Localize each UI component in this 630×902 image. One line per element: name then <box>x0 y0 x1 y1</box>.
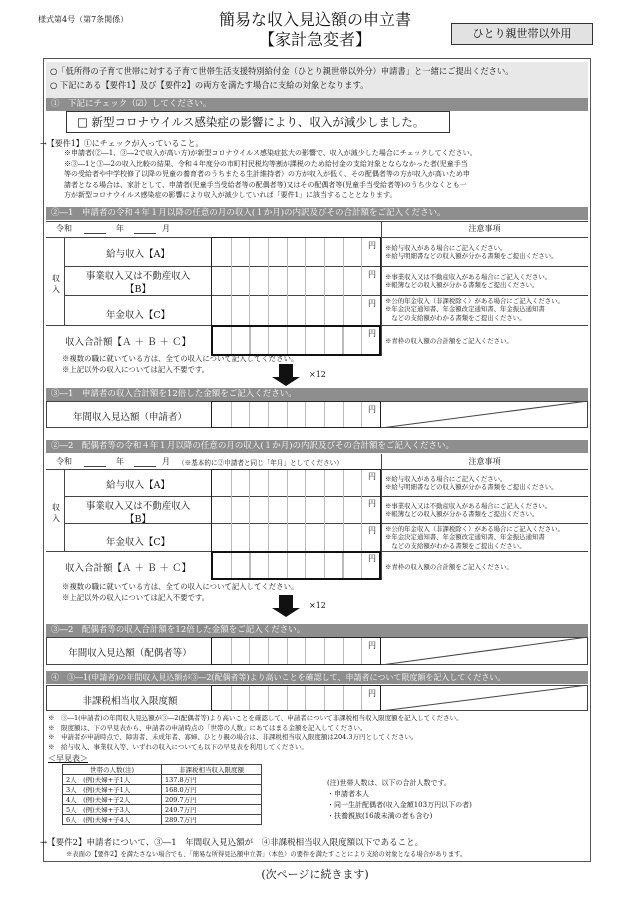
table-row: 2人 (例)夫婦+子1人 137.8万円 <box>63 775 262 785</box>
business-income-label: 事業収入又は不動産収入 <box>85 501 191 512</box>
business-income-label: 事業収入又は不動産収入 <box>85 271 191 282</box>
applicant-annual-label: 年間収入見込額（申請者） <box>72 412 187 423</box>
yen-unit: 円 <box>368 499 376 508</box>
yen-unit: 円 <box>368 689 376 698</box>
limit-label: 非課税相当収入限度額 <box>82 696 178 707</box>
notes-heading: 注意事項 <box>468 457 501 466</box>
month-label: 月 <box>162 224 170 233</box>
month-hint: （※基本的に②申請者と同じ「年月」としてください） <box>178 459 343 467</box>
pension-income-label: 年金収入【C】 <box>105 310 171 321</box>
form-number: 様式第4号（第7条関係） <box>38 15 129 24</box>
yen-unit: 円 <box>368 241 376 250</box>
total-income-label: 収入合計額【Ａ ＋ Ｂ ＋ Ｃ】 <box>64 337 192 348</box>
year-input[interactable] <box>84 223 106 234</box>
down-arrow-icon <box>272 377 300 386</box>
continued-label: (次ページに続きます) <box>261 868 369 881</box>
total-note: ※青枠の収入額の合計額をご記入ください。 <box>385 563 513 571</box>
yen-unit: 円 <box>368 329 376 338</box>
year-input[interactable] <box>84 456 106 467</box>
requirement-2-heading: →【要件2】申請者について、③―1 年間収入見込額が ④非課税相当収入限度額以下であること。 <box>40 838 424 848</box>
yen-unit: 円 <box>368 641 376 650</box>
pension-income-label: 年金収入【C】 <box>105 537 171 548</box>
salary-note: ※給与収入がある場合にご記入ください。 ※給与明細書などの収入額が分かる書類をご提出ください。 <box>385 475 558 492</box>
spouse-annual-row <box>46 637 588 665</box>
yen-unit: 円 <box>368 405 376 414</box>
times-12-label: ×12 <box>309 601 326 610</box>
pension-note: ※公的年金収入（非課税除く）がある場合にご記入ください。 ※年金決定通知書、年金額改定通知書、年金振込通知書 などの支給額がわかる書類をご提出ください。 <box>385 297 564 322</box>
business-income-code: 【B】 <box>125 514 151 525</box>
down-arrow-icon <box>279 364 293 377</box>
table-header: 非課税相当収入限度額 <box>162 765 262 775</box>
total-amount-cell[interactable] <box>211 551 381 580</box>
section-3-1-header: ③―1 申請者の収入合計額を12倍した金額をご記入ください。 <box>46 388 588 401</box>
intro-box <box>46 62 588 100</box>
req1-note-5: 方が新型コロナウイルス感染症の影響により収入が減少していれば「要件1」に該当することとなります。 <box>64 191 397 199</box>
applicant-annual-row <box>46 401 588 428</box>
spouse-annual-amount[interactable] <box>211 637 381 665</box>
intro-line-2: ○ 下記にある【要件1】及び【要件2】の両方を満たす場合に支給の対象となります。 <box>50 80 369 90</box>
table-row: 6人 (例)夫婦+子4人 289.7万円 <box>63 815 262 825</box>
section-4-notes: ※ ③―1(申請者)の年間収入見込額が③―2(配偶者等)より高いことを確認して、申請者について非課税相当収入限度額を記入してください。 ※ 限度額は、下の早見表から、申請者の申請時点の「世帯の人数」にあてはまる金額を記入してください。 ※ 申請者が申請時点で、障害者、未成年者、寡婦、ひとり親の場合は、非課税相当収入限度額は204.3万円としてください。 ※ 給与収入、事業収入等、いずれの収入についても以下の早見表を利用してください。 <box>48 714 463 751</box>
yen-unit: 円 <box>368 526 376 535</box>
notes-heading: 注意事項 <box>468 224 501 233</box>
household-count-note: (注)世帯人数は、以下の合計人数です。 ・申請者本人 ・同一生計配偶者(収入金額103万円以下の者) ・扶養親族(16歳未満の者も含む) <box>327 779 472 820</box>
pension-note: ※公的年金収入（非課税除く）がある場合にご記入ください。 ※年金決定通知書、年金額改定通知書、年金振込通知書 などの支給額がわかる書類をご提出ください。 <box>385 525 564 550</box>
title-line-1: 簡易な収入見込額の申立書 <box>218 10 411 29</box>
era-label: 令和 <box>56 224 72 233</box>
yen-unit: 円 <box>368 270 376 279</box>
month-input[interactable] <box>134 456 156 467</box>
section-3-2-header: ③―2 配偶者等の収入合計額を12倍した金額をご記入ください。 <box>46 624 588 637</box>
spouse-income-table <box>46 454 588 580</box>
table-row: 5人 (例)夫婦+子3人 249.7万円 <box>63 805 262 815</box>
total-amount-cell[interactable] <box>211 325 381 356</box>
req1-note-2: ※③―1と③―2の収入比較の結果、令和４年度分の市町村民税均等割が課税のため給付金の支給対象とならなかった者(児童手当 <box>64 159 468 168</box>
salary-note: ※給与収入がある場合にご記入ください。 ※給与明細書などの収入額が分かる書類をご提出ください。 <box>385 244 558 261</box>
table-row: 3人 (例)夫婦+子1人 168.0万円 <box>63 785 262 795</box>
income-side-label: 収入 <box>52 274 60 294</box>
covid-income-decrease-checkbox[interactable]: □ 新型コロナウイルス感染症の影響により、収入が減少しました。 <box>66 111 450 133</box>
requirement-1-notes <box>64 148 589 201</box>
salary-income-label: 給与収入【A】 <box>106 249 170 260</box>
year-label: 年 <box>116 224 124 233</box>
total-note: ※青枠の収入額の合計額をご記入ください。 <box>385 337 513 345</box>
req1-note-1: ※申請者(②―1、③―2で収入が高い方)が新型コロナウイルス感染症拡大の影響で、収入が減少した場合にチェックしてください。 <box>64 149 477 157</box>
limit-row <box>46 685 588 711</box>
section-4-header: ④ ③―1(申請者)の年間収入見込額が③―2(配偶者等)より高いことを確認して、申請者について限度額を記入してください。 <box>46 671 588 684</box>
strike-diagonal <box>381 401 588 428</box>
down-arrow-icon <box>272 608 300 617</box>
month-input[interactable] <box>134 223 156 234</box>
strike-diagonal <box>381 685 588 711</box>
year-label: 年 <box>116 457 124 466</box>
yen-unit: 円 <box>368 554 376 563</box>
down-arrow-icon <box>279 595 293 608</box>
yen-unit: 円 <box>368 472 376 481</box>
section-2-1-header: ②―1 申請者の令和４年１月以降の任意の月の収入(１か月)の内訳及びその合計額をご記入ください。 <box>46 207 588 220</box>
salary-income-label: 給与収入【A】 <box>106 480 170 491</box>
req1-note-3: 等の受給者や中学校修了以降の児童の養育者のうちまたる生計維持者）の方が収入が低く、その配偶者等の方が収入が高いため申 <box>64 170 470 178</box>
times-12-label: ×12 <box>309 370 326 379</box>
limit-amount[interactable] <box>211 685 381 711</box>
household-type-badge: ひとり親世帯以外用 <box>451 23 593 45</box>
applicant-annual-amount[interactable] <box>211 401 381 428</box>
title-line-2: 【家計急変者】 <box>258 30 371 49</box>
business-note: ※事業収入又は不動産収入がある場合にご記入ください。 ※帳簿などの収入額が分かる書類をご提出ください。 <box>385 273 552 290</box>
spouse-annual-label: 年間収入見込額（配偶者等） <box>68 648 192 659</box>
strike-diagonal <box>381 637 588 665</box>
business-note: ※事業収入又は不動産収入がある場合にご記入ください。 ※帳簿などの収入額が分かる書類をご提出ください。 <box>385 502 552 519</box>
section-2-1-footnotes: ※複数の職に就いている方は、全ての収入について記入してください。 ※上記以外の収入については記入不要です。 <box>62 354 299 374</box>
month-label: 月 <box>162 457 170 466</box>
applicant-income-table <box>46 221 588 356</box>
yen-unit: 円 <box>368 299 376 308</box>
business-income-code: 【B】 <box>125 284 151 295</box>
income-side-label: 収入 <box>52 503 60 523</box>
total-income-label: 収入合計額【Ａ ＋ Ｂ ＋ Ｃ】 <box>64 563 192 574</box>
quick-reference-table <box>62 764 262 825</box>
requirement-2-note: ※表面の【要件2】を満たさない場合でも、「簡易な所得見込額申立書」（本色）の要件を満たすことにより支給の対象となる場合があります。 <box>66 851 467 858</box>
section-2-2-footnotes: ※複数の職に就いている方は、全ての収入について記入してください。 ※上記以外の収入については記入不要です。 <box>62 582 299 602</box>
table-header: 世帯の人数(注) <box>63 765 162 775</box>
requirement-1-heading: →【要件1】①にチェックが入っていること。 <box>40 139 204 148</box>
section-1-header: ① 下記にチェック（☑）してください。 <box>46 98 588 111</box>
req1-note-4: 請者となる場合は、家計として、申請者(児童手当受給者等の配偶者等)又はその配偶者等(児童手当受給者等)のうち少なくとも一 <box>64 180 467 189</box>
intro-line-1: ○「低所得の子育て世帯に対する子育て世帯生活支援特別給付金（ひとり親世帯以外分）申請書」と一緒にご提出ください。 <box>50 66 514 76</box>
quick-table-title: ＜早見表＞ <box>48 754 88 763</box>
section-2-2-header: ②―2 配偶者等の令和４年１月以降の任意の月の収入(１か月)の内訳及びその合計額をご記入ください。 <box>46 440 588 453</box>
table-row: 4人 (例)夫婦+子2人 209.7万円 <box>63 795 262 805</box>
era-label: 令和 <box>56 457 72 466</box>
